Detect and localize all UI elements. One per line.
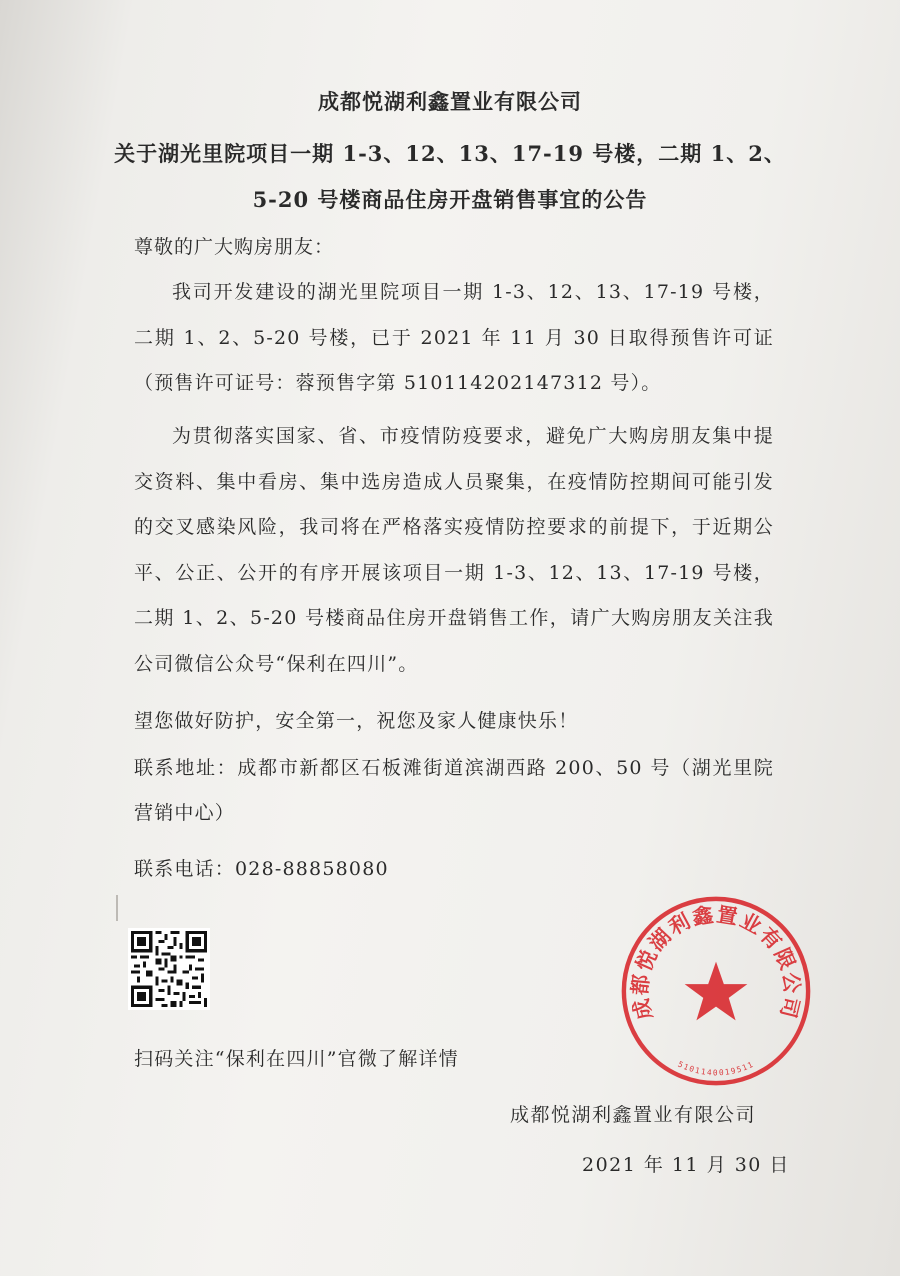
salutation: 尊敬的广大购房朋友： bbox=[134, 236, 335, 258]
announcement-title-line-2: 5-20 号楼商品住房开盘销售事宜的公告 bbox=[252, 187, 648, 212]
paragraph-epidemic-notice: 为贯彻落实国家、省、市疫情防疫要求，避免广大购房朋友集中提交资料、集中看房、集中选房造成人员聚集，在疫情防控期间可能引发的交叉感染风险，我司将在严格落实疫情防控要求的前提下，于近期公平、公正、公开的有序开展该项目一期 1-3、12、13、17-19 号楼，二期 1、2、5-20 号楼商品住房开盘销售工作，请广大购房朋友关注我公司微信公众号“保利在四川”。 bbox=[134, 425, 774, 675]
signature-date: 2021 年 11 月 30 日 bbox=[582, 1154, 790, 1176]
signature-company: 成都悦湖利鑫置业有限公司 bbox=[510, 1104, 757, 1126]
announcement-title-line-1: 关于湖光里院项目一期 1-3、12、13、17-19 号楼，二期 1、2、 bbox=[114, 141, 786, 166]
wish-line: 望您做好防护，安全第一，祝您及家人健康快乐！ bbox=[134, 710, 579, 732]
page-mark bbox=[116, 895, 118, 921]
svg-text:5101140019511 bbox=[676, 1060, 755, 1078]
contact-phone: 联系电话：028-88858080 bbox=[134, 858, 389, 880]
company-seal-stamp bbox=[618, 893, 814, 1089]
paragraph-presale-permit: 我司开发建设的湖光里院项目一期 1-3、12、13、17-19 号楼，二期 1、2、5-20 号楼，已于 2021 年 11 月 30 日取得预售许可证（预售许可证号：蓉预售字第 510114202147312 号）。 bbox=[134, 281, 774, 394]
qr-code-image bbox=[128, 928, 210, 1010]
company-title: 成都悦湖利鑫置业有限公司 bbox=[318, 89, 582, 114]
contact-address: 联系地址：成都市新都区石板滩街道滨湖西路 200、50 号（湖光里院营销中心） bbox=[134, 757, 774, 824]
qr-caption: 扫码关注“保利在四川”官微了解详情 bbox=[134, 1048, 459, 1070]
qr-code-icon bbox=[131, 931, 207, 1007]
seal-text: 成都悦湖利鑫置业有限公司 bbox=[627, 902, 805, 1023]
seal-icon bbox=[618, 893, 814, 1089]
seal-code: 5101140019511 bbox=[676, 1059, 756, 1078]
